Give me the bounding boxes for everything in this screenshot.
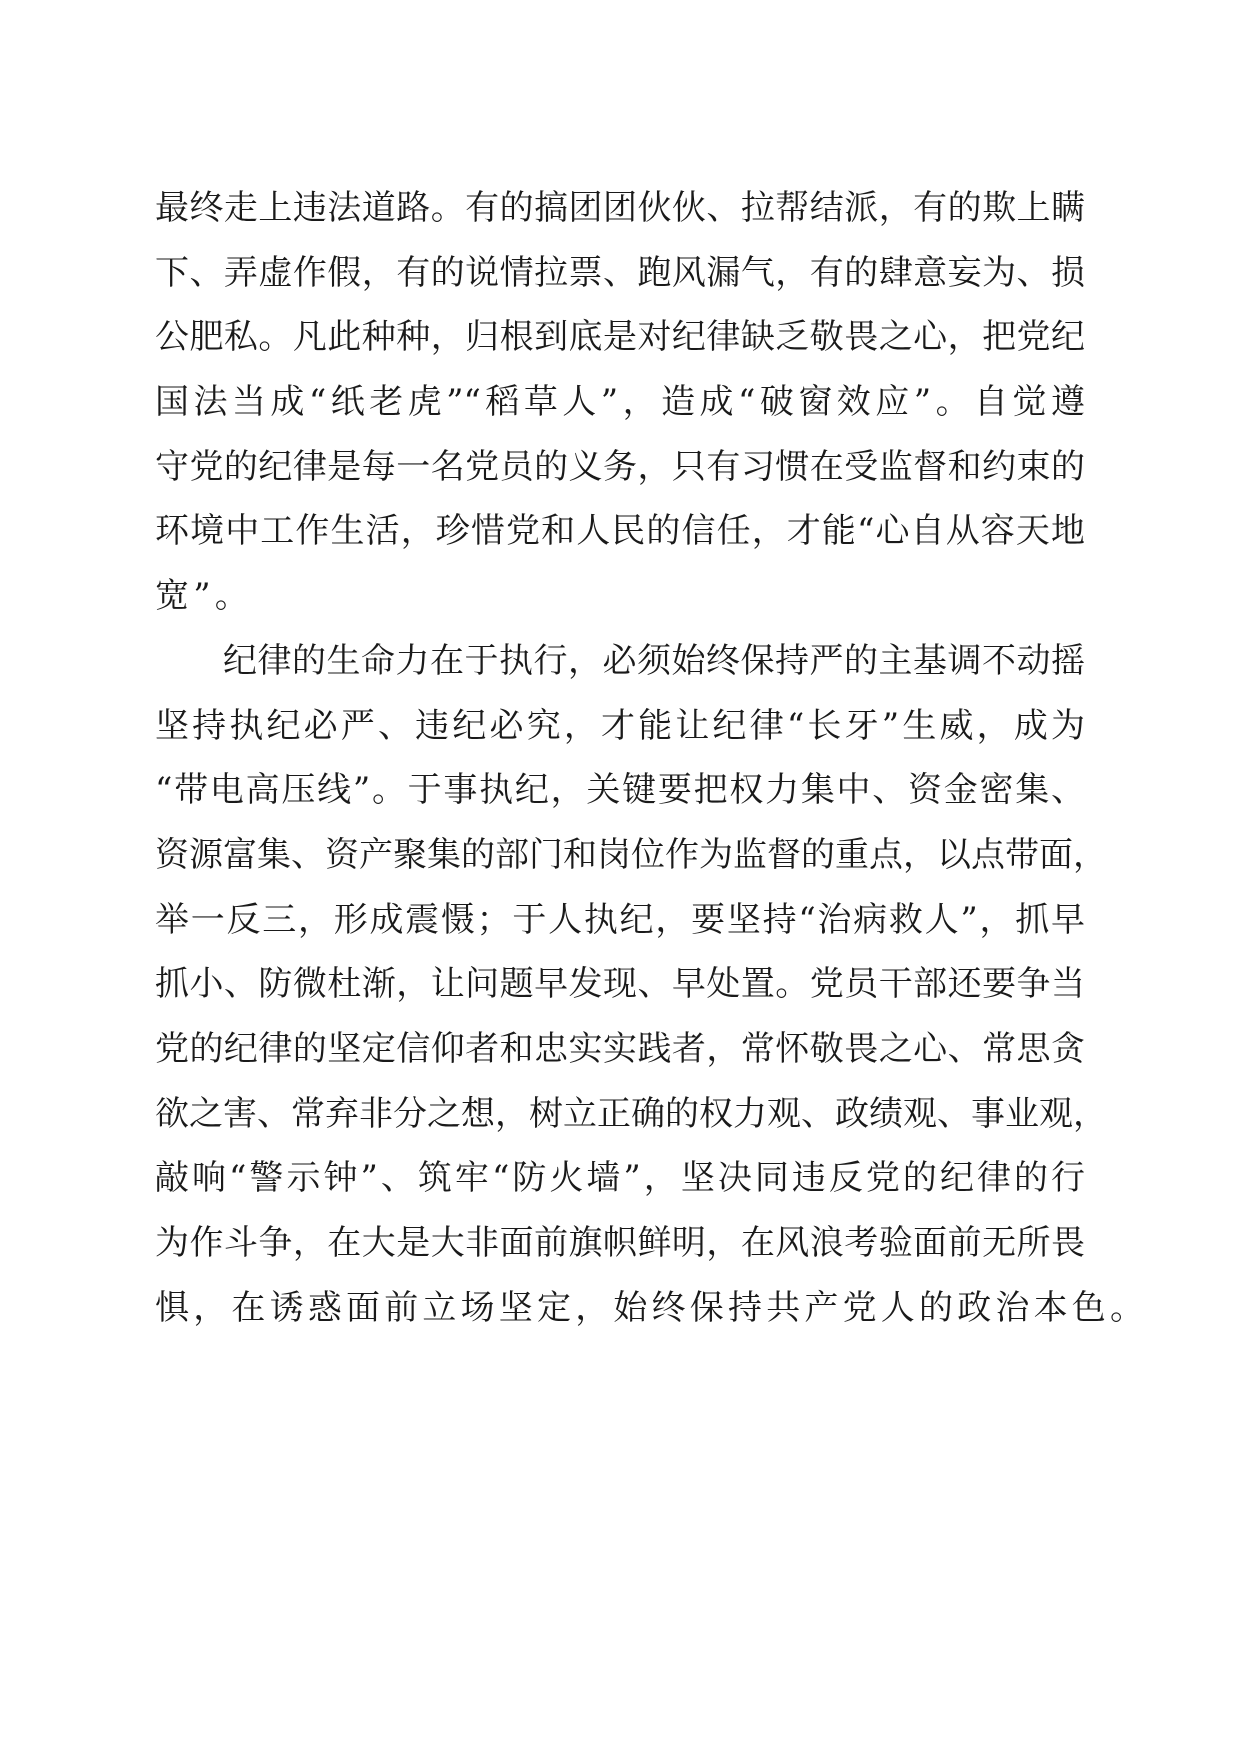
text-line: 为作斗争，在大是大非面前旗帜鲜明，在风浪考验面前无所畏 xyxy=(155,1223,1085,1263)
text-line: 宽”。 xyxy=(155,576,253,617)
text-line: 抓小、防微杜渐，让问题早发现、早处置。党员干部还要争当 xyxy=(155,964,1085,1005)
paragraph-2 xyxy=(155,636,1149,1348)
text-line: 敲响“警示钟”、筑牢“防火墙”，坚决同违反党的纪律的行 xyxy=(155,1158,1085,1199)
text-line: 下、弄虚作假，有的说情拉票、跑风漏气，有的肆意妄为、损 xyxy=(155,252,1085,293)
text-line: 欲之害、常弃非分之想，树立正确的权力观、政绩观、事业观， xyxy=(155,1093,1107,1134)
text-line: 举一反三，形成震慑；于人执纪，要坚持“治病救人”，抓早 xyxy=(155,899,1085,940)
text-line: “带电高压线”。于事执纪，关键要把权力集中、资金密集、 xyxy=(155,770,1085,811)
text-line: 纪律的生命力在于执行，必须始终保持严的主基调不动摇 xyxy=(223,640,1085,681)
text-line: 党的纪律的坚定信仰者和忠实实践者，常怀敬畏之心、常思贪 xyxy=(155,1028,1085,1069)
text-line: 公肥私。凡此种种，归根到底是对纪律缺乏敬畏之心，把党纪 xyxy=(155,317,1085,358)
text-line: 国法当成“纸老虎”“稻草人”，造成“破窗效应”。自觉遵 xyxy=(155,382,1085,423)
text-line: 惧，在诱惑面前立场坚定，始终保持共产党人的政治本色。 xyxy=(155,1287,1149,1328)
text-line: 守党的纪律是每一名党员的义务，只有习惯在受监督和约束的 xyxy=(155,446,1085,487)
body-text xyxy=(155,183,1149,1347)
text-line: 最终走上违法道路。有的搞团团伙伙、拉帮结派，有的欺上瞒 xyxy=(155,188,1085,228)
text-line: 坚持执纪必严、违纪必究，才能让纪律“长牙”生威，成为 xyxy=(155,705,1085,746)
text-line: 环境中工作生活，珍惜党和人民的信任，才能“心自从容天地 xyxy=(155,511,1085,552)
paragraph-1 xyxy=(155,183,1085,636)
text-line: 资源富集、资产聚集的部门和岗位作为监督的重点，以点带面， xyxy=(155,834,1107,875)
